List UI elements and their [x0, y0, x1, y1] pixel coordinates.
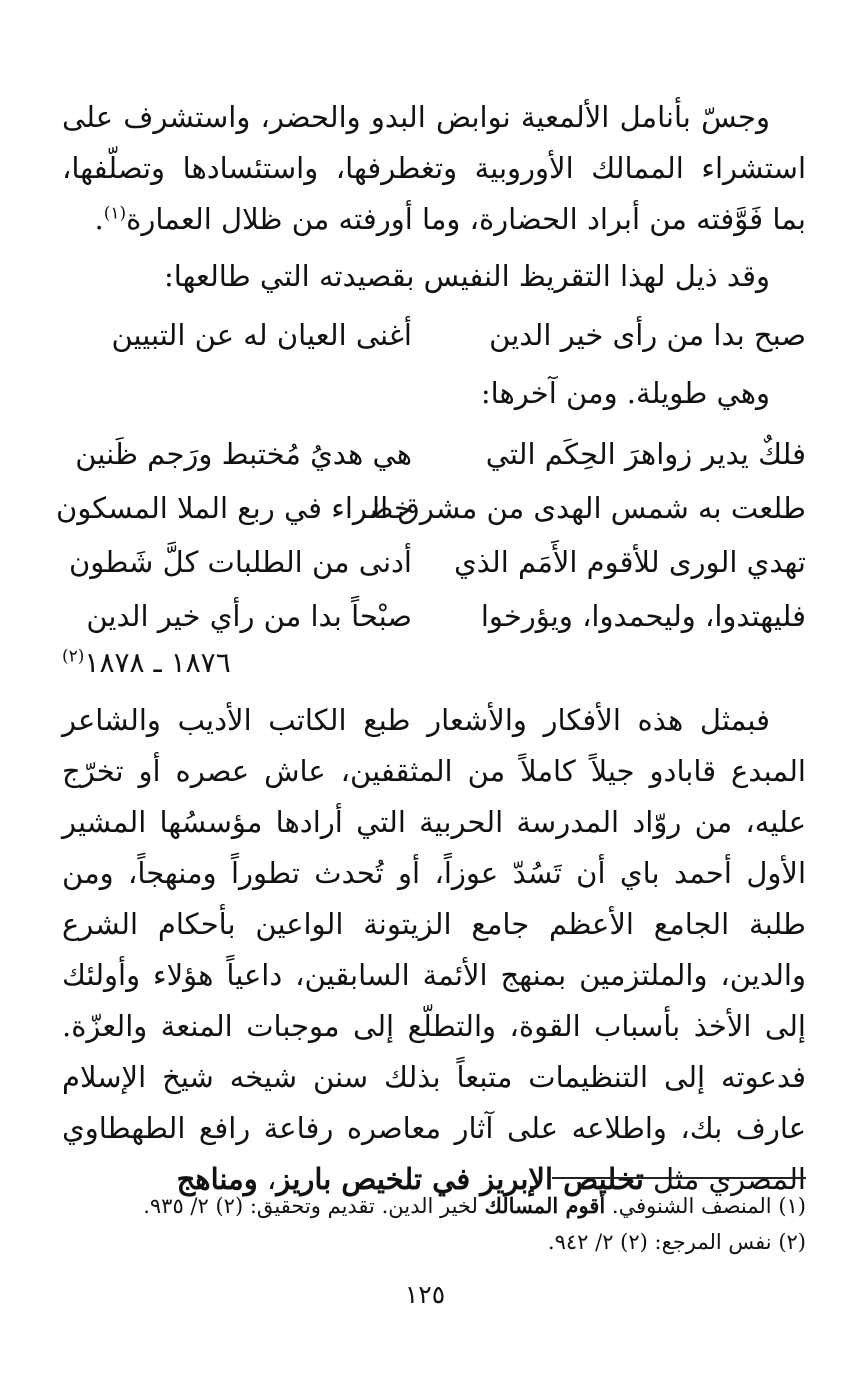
closing-verses — [56, 427, 806, 643]
footnote-1 — [62, 1188, 806, 1224]
page-number: ١٢٥ — [404, 1280, 446, 1309]
footnote-separator — [552, 1177, 806, 1179]
footnote-1-number: (١) — [778, 1194, 806, 1218]
footnotes — [62, 1188, 806, 1260]
footnote-ref-1[interactable]: (١) — [103, 203, 127, 224]
paragraph-2-comma: ، — [266, 1162, 277, 1196]
intro-line: وقد ذيل لهذا التقريظ النفيس بقصيدته التي طالعها: — [163, 259, 770, 293]
footnote-1-author: المنصف الشنوفي. — [611, 1194, 772, 1218]
paragraph-1-text: وجسّ بأنامل الألمعية نوابض البدو والحضر، واستشرف على استشراء الممالك الأوروبية وتغطرفها، واستئسادها وتصلّفها، بما فَوَّفته من أبراد الحضارة، وما أورفته من ظلال العمارة — [62, 100, 806, 236]
paragraph-2 — [62, 695, 806, 1205]
verse-hemistich-2: هي هديُ مُختبط ورَجم ظَنين — [75, 437, 412, 471]
remark-line: وهي طويلة. ومن آخرها: — [480, 376, 770, 410]
footnote-2 — [62, 1224, 806, 1260]
verse-row — [62, 427, 806, 481]
opening-verse — [62, 308, 806, 362]
verse-hemistich-1: فليهتدوا، وليحمدوا، ويؤرخوا — [480, 599, 806, 633]
verse-date-line — [62, 643, 806, 683]
verse-hemistich-1: تهدي الورى للأقوم الأَمَم الذي — [454, 545, 806, 579]
footnote-2-text: نفس المرجع: (٢) ٢/ ٩٤٢. — [547, 1230, 772, 1254]
verse-hemistich-2: صبْحاً بدا من رأي خير الدين — [86, 599, 412, 633]
paragraph-1 — [62, 92, 806, 245]
verse-hemistich-2: أدنى من الطلبات كلَّ شَطون — [68, 545, 412, 579]
footnote-1-title: أقوم المسالك — [484, 1193, 606, 1218]
verse-hemistich-1: طلعت به شمس الهدى من مشرق الـ — [362, 491, 806, 525]
verse-hemistich-2: خضراء في ربع الملا المسكون — [56, 491, 412, 525]
verse-hemistich-1: فلكٌ يدير زواهرَ الحِكَم التي — [485, 437, 806, 471]
footnote-1-rest: لخير الدين. تقديم وتحقيق: (٢) ٢/ ٩٣٥. — [143, 1194, 478, 1218]
paragraph-2-text: فبمثل هذه الأفكار والأشعار طبع الكاتب الأديب والشاعر المبدع قابادو جيلاً كاملاً من المثقفين، عاش عصره أو تخرّج عليه، من روّاد المدرسة الحربية التي أرادها مؤسسُها المشير الأول أحمد باي أن تَسُدّ عوزاً، أو تُحدث تطوراً ومنهجاً، ومن طلبة الجامع الأعظم جامع الزيتونة الواعين بأحكام الشرع والدين، والملتزمين بمنهج الأئمة السابقين، داعياً هؤلاء وأولئك إلى الأخذ بأسباب القوة، والتطلّع إلى موجبات المنعة والعزّة. فدعوته إلى التنظيمات متبعاً بذلك سنن شيخه شيخ الإسلام عارف بك، واطلاعه على آثار معاصره رفاعة رافع الطهطاوي المصري مثل — [62, 703, 806, 1196]
paragraph-1-end: . — [94, 202, 104, 236]
opening-verse-hemistich-2: أغنى العيان له عن التبيين — [111, 318, 412, 352]
footnote-2-number: (٢) — [778, 1230, 806, 1254]
paragraph-2-bold-tail: ومناهج — [176, 1162, 258, 1196]
footnote-ref-2[interactable]: (٢) — [62, 646, 85, 667]
verse-row — [62, 589, 806, 643]
verse-row — [62, 535, 806, 589]
verse-row — [56, 481, 806, 535]
verse-dates: ١٨٧٦ ـ ١٨٧٨ — [84, 646, 231, 679]
opening-verse-hemistich-1: صبح بدا من رأى خير الدين — [489, 318, 806, 352]
main-text — [56, 92, 806, 1205]
book-title-bold: تخليص الإبريز في تلخيص باريز — [276, 1162, 644, 1196]
